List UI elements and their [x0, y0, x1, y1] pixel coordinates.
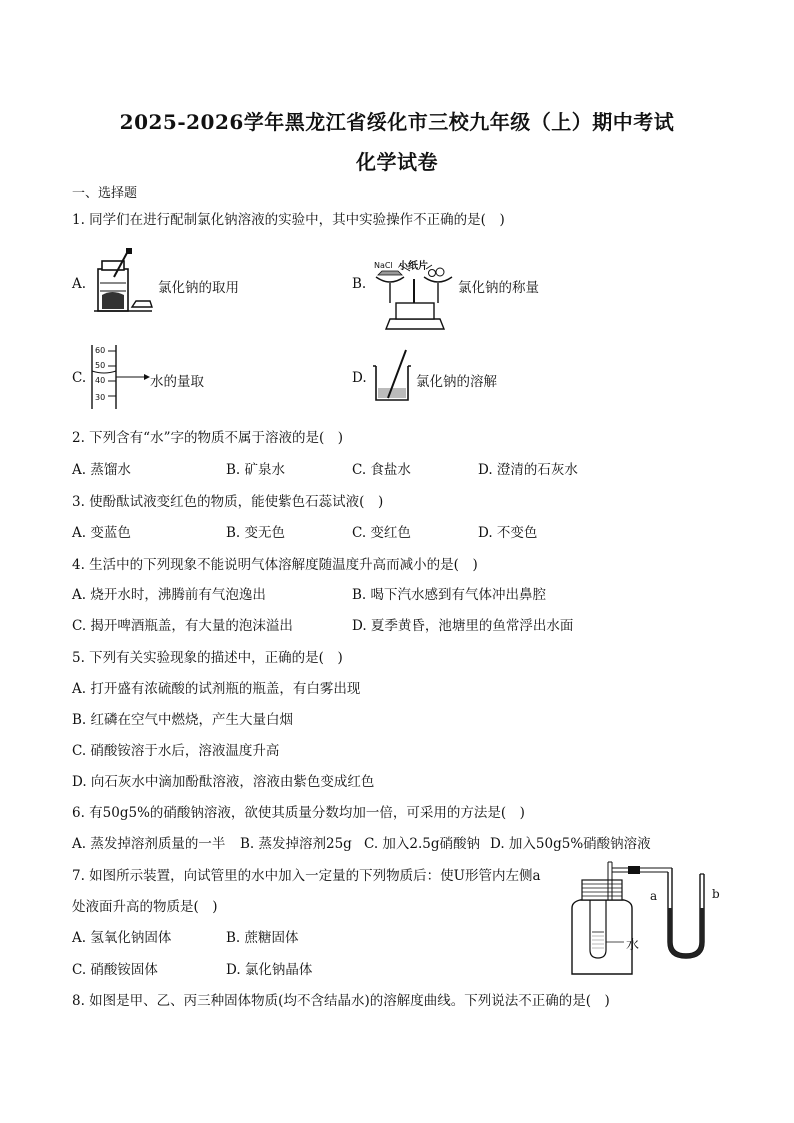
- cylinder-tick-60: 60: [95, 346, 106, 355]
- cylinder-tick-30: 30: [95, 393, 106, 402]
- cylinder-tick-50: 50: [95, 361, 106, 370]
- exam-subject-title: 化学试卷: [356, 150, 438, 174]
- u-tube-label-b: b: [712, 887, 720, 901]
- question-4-stem: 4. 生活中的下列现象不能说明气体溶解度随温度升高而减小的是( ): [72, 557, 478, 573]
- paper-sheet-label: 小纸片: [398, 261, 428, 272]
- q1-option-a-letter: A.: [72, 276, 87, 292]
- question-6-stem: 6. 有50g5%的硝酸钠溶液，欲使其质量分数均加一倍，可采用的方法是( ): [72, 805, 525, 821]
- section-heading: 一、选择题: [72, 186, 138, 201]
- q6-option-b: B. 蒸发掉溶剂25g: [240, 836, 352, 852]
- q1-option-b-caption: 氯化钠的称量: [458, 280, 539, 296]
- q4-option-c: C. 揭开啤酒瓶盖，有大量的泡沫溢出: [72, 618, 293, 634]
- q1-option-c-caption: 水的量取: [150, 374, 204, 390]
- u-tube-label-a: a: [650, 889, 658, 903]
- question-2-stem: 2. 下列含有“水”字的物质不属于溶液的是( ): [72, 430, 344, 446]
- q7-option-b: B. 蔗糖固体: [226, 930, 299, 946]
- q7-option-d: D. 氯化钠晶体: [226, 962, 313, 978]
- q5-option-d: D. 向石灰水中滴加酚酞溶液，溶液由紫色变成红色: [72, 774, 375, 790]
- q4-option-b: B. 喝下汽水感到有气体冲出鼻腔: [352, 587, 547, 603]
- q1-option-d-letter: D.: [352, 370, 367, 386]
- q6-option-c: C. 加入2.5g硝酸钠: [364, 836, 481, 852]
- q1-option-c-letter: C.: [72, 370, 87, 386]
- question-5-stem: 5. 下列有关实验现象的描述中，正确的是( ): [72, 650, 343, 666]
- question-7-stem-line1: 7. 如图所示装置，向试管里的水中加入一定量的下列物质后：使U形管内左侧a: [72, 868, 541, 884]
- question-3-stem: 3. 使酚酞试液变红色的物质，能使紫色石蕊试液( ): [72, 494, 384, 510]
- q5-option-b: B. 红磷在空气中燃烧，产生大量白烟: [72, 712, 294, 728]
- u-tube-apparatus-figure: [568, 858, 728, 978]
- q2-option-b: B. 矿泉水: [226, 462, 286, 478]
- q7-option-a: A. 氢氧化钠固体: [72, 930, 172, 946]
- q4-option-d: D. 夏季黄昏，池塘里的鱼常浮出水面: [352, 618, 574, 634]
- q1-option-a-caption: 氯化钠的取用: [158, 280, 239, 296]
- q2-option-d: D. 澄清的石灰水: [478, 462, 578, 478]
- q1-option-d-caption: 氯化钠的溶解: [416, 374, 497, 390]
- q2-option-c: C. 食盐水: [352, 462, 411, 478]
- q4-option-a: A. 烧开水时，沸腾前有气泡逸出: [72, 587, 266, 603]
- q5-option-a: A. 打开盛有浓硫酸的试剂瓶的瓶盖，有白雾出现: [72, 681, 361, 697]
- q7-option-c: C. 硝酸铵固体: [72, 962, 158, 978]
- question-1-stem: 1. 同学们在进行配制氯化钠溶液的实验中，其中实验操作不正确的是( ): [72, 212, 505, 228]
- q3-option-c: C. 变红色: [352, 525, 411, 541]
- q1-option-b-letter: B.: [352, 276, 367, 292]
- q5-option-c: C. 硝酸铵溶于水后，溶液温度升高: [72, 743, 280, 759]
- q6-option-d: D. 加入50g5%硝酸钠溶液: [490, 836, 651, 852]
- q3-option-b: B. 变无色: [226, 525, 286, 541]
- exam-title: 2025-2026学年黑龙江省绥化市三校九年级（上）期中考试: [119, 110, 675, 134]
- water-label: 水: [626, 938, 640, 953]
- q6-option-a: A. 蒸发掉溶剂质量的一半: [72, 836, 226, 852]
- cylinder-tick-40: 40: [95, 376, 106, 385]
- q3-option-a: A. 变蓝色: [72, 525, 131, 541]
- nacl-label: NaCl: [374, 261, 393, 270]
- reagent-bottle-figure: [92, 247, 154, 315]
- q2-option-a: A. 蒸馏水: [72, 462, 131, 478]
- beaker-stirring-figure: [372, 348, 416, 404]
- question-7-stem-line2: 处液面升高的物质是( ): [72, 899, 218, 915]
- question-8-stem: 8. 如图是甲、乙、丙三种固体物质(均不含结晶水)的溶解度曲线。下列说法不正确的是( ): [72, 993, 610, 1009]
- q3-option-d: D. 不变色: [478, 525, 538, 541]
